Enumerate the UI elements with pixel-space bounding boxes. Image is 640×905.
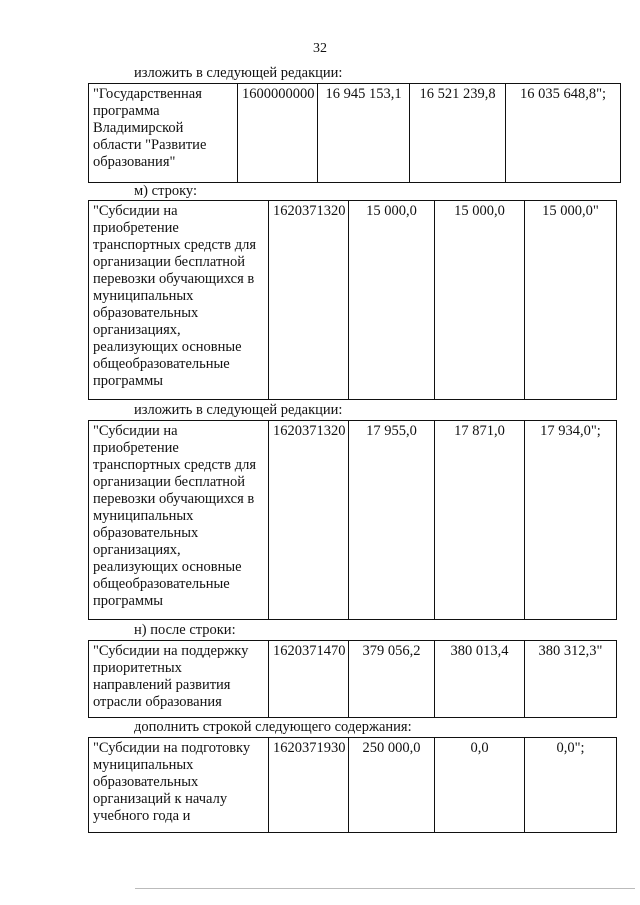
row-name-cell: "Субсидии на приобретение транспортных средств для организации бесплатной перевозки обучающихся в муниципальных образовательных организациях, реализующих основные общеобразовательные программы [89,201,269,400]
instruction-text: изложить в следующей редакции: [134,402,343,418]
row-value-1-cell: 379 056,2 [349,641,435,718]
row-value-1-cell: 16 945 153,1 [318,84,410,183]
row-name-cell: "Государственная программа Владимирской области "Развитие образования" [89,84,238,183]
row-value-3-cell: 0,0"; [525,738,617,833]
table-row [89,84,621,183]
instruction-text: н) после строки: [134,622,236,638]
table-row [89,201,617,400]
row-value-1-cell: 15 000,0 [349,201,435,400]
row-value-2-cell: 380 013,4 [435,641,525,718]
row-name-cell: "Субсидии на поддержку приоритетных направлений развития отрасли образования [89,641,269,718]
row-value-1-cell: 17 955,0 [349,421,435,620]
row-value-1-cell: 250 000,0 [349,738,435,833]
table-row [89,421,617,620]
page-edge-line [135,888,635,889]
budget-row-table [88,420,617,620]
budget-row-table [88,200,617,400]
row-code-cell: 1620371320 [269,421,349,620]
row-value-2-cell: 0,0 [435,738,525,833]
row-value-3-cell: 16 035 648,8"; [506,84,621,183]
page-number: 32 [313,41,327,56]
row-code-cell: 1620371320 [269,201,349,400]
row-name-cell: "Субсидии на приобретение транспортных средств для организации бесплатной перевозки обучающихся в муниципальных образовательных организациях, реализующих основные общеобразовательные программы [89,421,269,620]
row-value-3-cell: 15 000,0" [525,201,617,400]
table-row [89,641,617,718]
budget-row-table [88,737,617,833]
table-row [89,738,617,833]
row-code-cell: 1600000000 [238,84,318,183]
row-code-cell: 1620371930 [269,738,349,833]
instruction-text: м) строку: [134,183,198,199]
row-code-cell: 1620371470 [269,641,349,718]
instruction-text: изложить в следующей редакции: [134,65,343,81]
instruction-text: дополнить строкой следующего содержания: [134,719,412,735]
row-value-2-cell: 17 871,0 [435,421,525,620]
row-value-2-cell: 15 000,0 [435,201,525,400]
row-value-2-cell: 16 521 239,8 [410,84,506,183]
row-value-3-cell: 17 934,0"; [525,421,617,620]
row-name-cell: "Субсидии на подготовку муниципальных образовательных организаций к началу учебного года и [89,738,269,833]
budget-row-table [88,83,621,183]
row-value-3-cell: 380 312,3" [525,641,617,718]
budget-row-table [88,640,617,718]
